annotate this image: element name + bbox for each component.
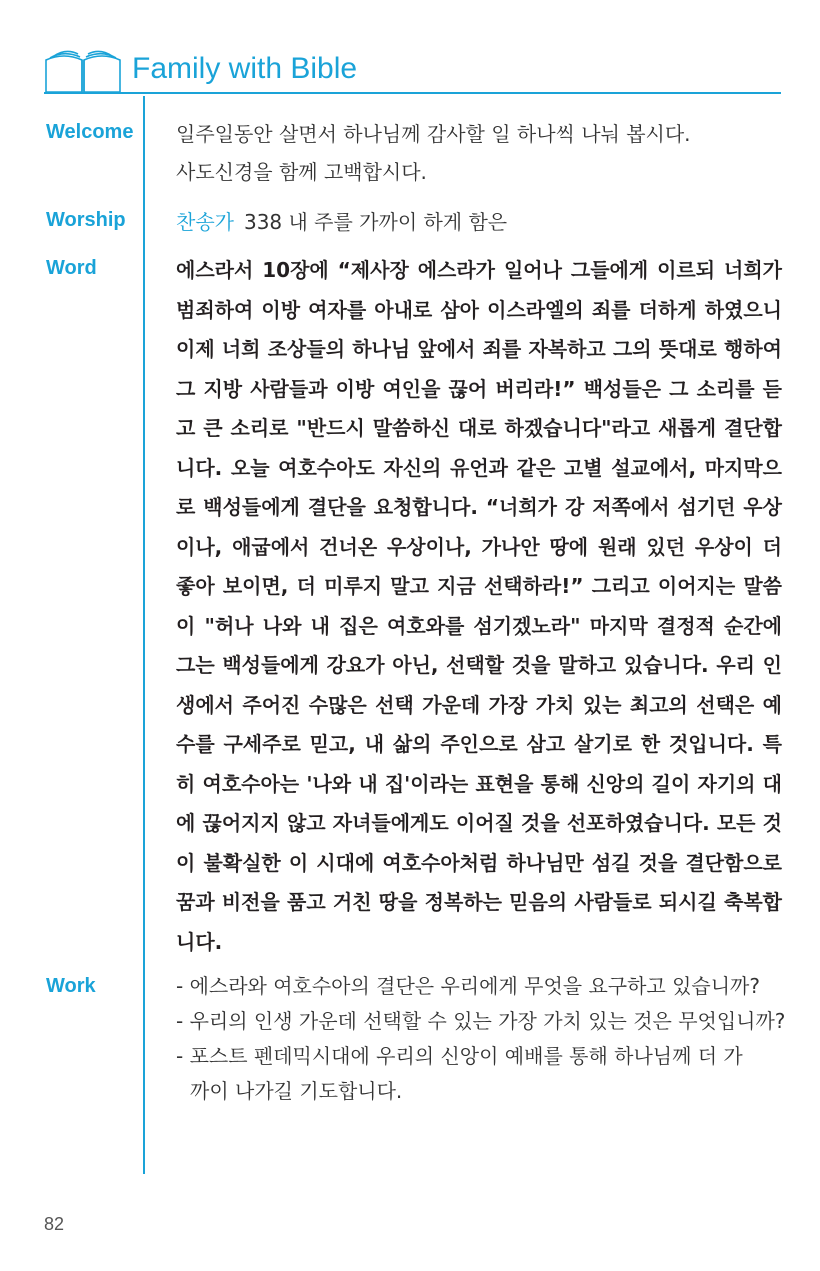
open-book-icon (44, 48, 122, 94)
page-header (44, 44, 781, 96)
worship-text (176, 203, 782, 241)
work-item: - 우리의 인생 가운데 선택할 수 있는 가장 가치 있는 것은 무엇입니까? (176, 1009, 786, 1033)
section-label-worship: Worship (46, 209, 126, 231)
column-divider (143, 96, 145, 1174)
work-item-continuation: 까이 나가길 기도합니다. (190, 1079, 403, 1103)
work-list (176, 969, 786, 1109)
hymn-title: 338 내 주를 가까이 하게 함은 (243, 210, 508, 234)
page-number: 82 (44, 1214, 65, 1234)
section-label-word: Word (46, 257, 97, 279)
page-title: Family with Bible (132, 52, 358, 85)
hymn-tag: 찬송가 (176, 210, 234, 234)
welcome-line: 사도신경을 함께 고백합시다. (176, 160, 427, 184)
work-item: - 에스라와 여호수아의 결단은 우리에게 무엇을 요구하고 있습니까? (176, 974, 760, 998)
word-text: 에스라서 10장에 “제사장 에스라가 일어나 그들에게 이르되 너희가 범죄하여 이방 여자를 아내로 삼아 이스라엘의 죄를 더하게 하였으니 이제 너희 조상들의 하나님 앞에서 죄를 자복하고 그의 뜻대로 행하여 그 지방 사람들과 이방 여인을 끊어 버리라!” 백성들은 그 소리를 듣고 큰 소리로 "반드시 말씀하신 대로 하겠습니다"라고 새롭게 결단합니다. 오늘 여호수아도 자신의 유언과 같은 고별 설교에서, 마지막으로 백성들에게 결단을 요청합니다. “너희가 강 저쪽에서 섬기던 우상이나, 애굽에서 건너온 우상이나, 가나안 땅에 원래 있던 우상이 더 좋아 보이면, 더 미루지 말고 지금 선택하라!” 그리고 이어지는 말씀이 "허나 나와 내 집은 여호와를 섬기겠노라" 마지막 결정적 순간에 그는 백성들에게 강요가 아닌, 선택할 것을 말하고 있습니다. 우리 인생에서 주어진 수많은 선택 가운데 가장 가치 있는 최고의 선택은 예수를 구세주로 믿고, 내 삶의 주인으로 삼고 살기로 한 것입니다. 특히 여호수아는 '나와 내 집'이라는 표현을 통해 신앙의 길이 자기의 대에 끊어지지 않고 자녀들에게도 이어질 것을 선포하였습니다. 모든 것이 불확실한 이 시대에 여호수아처럼 하나님만 섬길 것을 결단함으로 꿈과 비전을 품고 거친 땅을 정복하는 믿음의 사람들로 되시길 축복합니다. (176, 258, 782, 954)
section-label-work: Work (46, 975, 96, 997)
welcome-line: 일주일동안 살면서 하나님께 감사할 일 하나씩 나눠 봅시다. (176, 122, 691, 146)
section-label-welcome: Welcome (46, 121, 134, 143)
work-item: - 포스트 펜데믹시대에 우리의 신앙이 예배를 통해 하나님께 더 가 (176, 1044, 743, 1068)
header-divider (44, 92, 781, 94)
welcome-text (176, 115, 782, 191)
